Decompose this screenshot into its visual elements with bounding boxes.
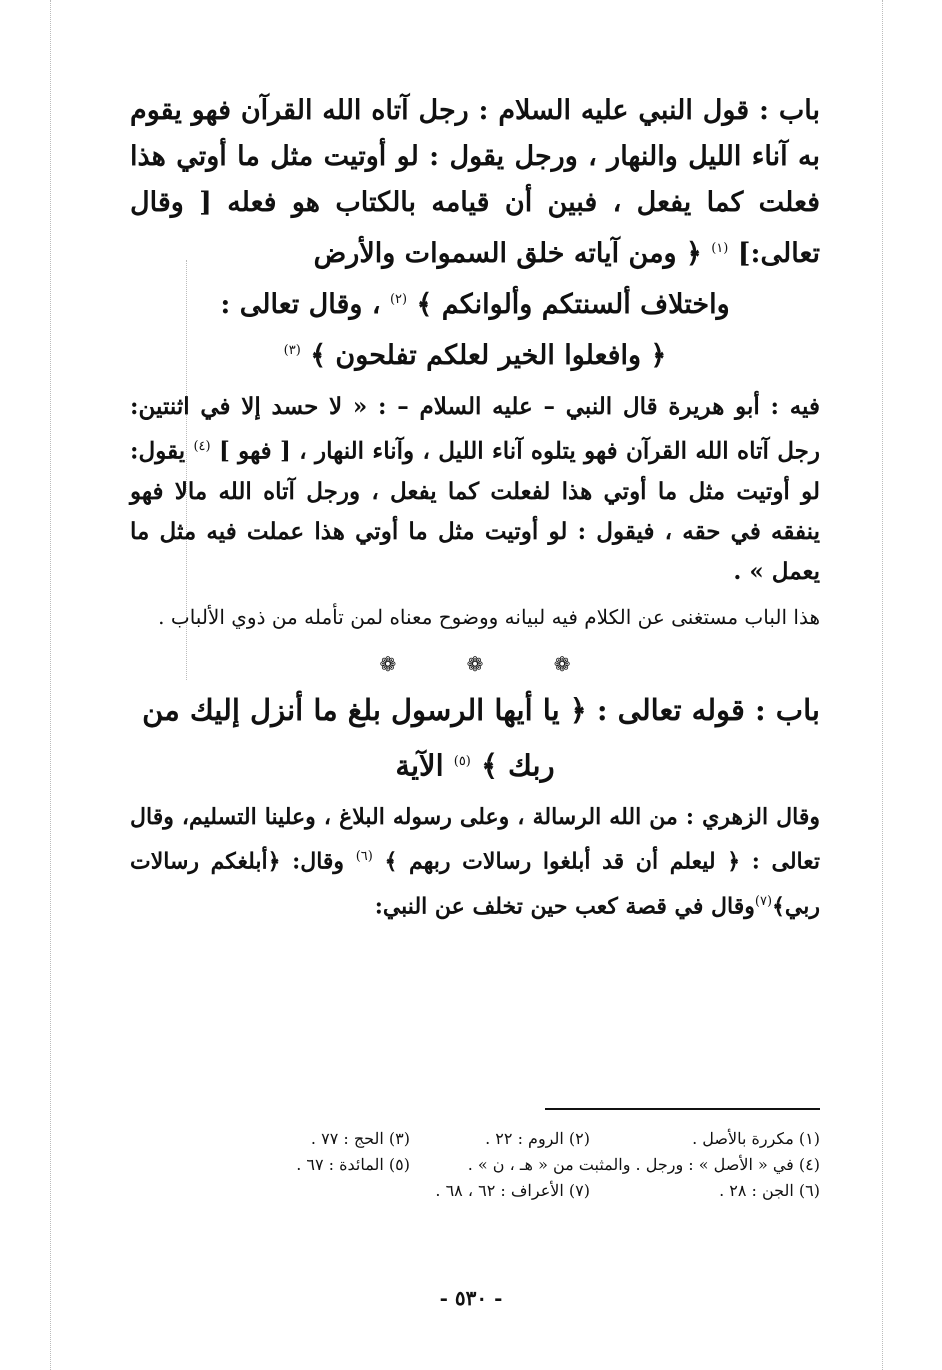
footnote-5: (٥) المائدة : ٦٧ . <box>296 1155 410 1174</box>
hadith-paragraph <box>130 387 820 592</box>
connector-text: ، وقال تعالى : <box>220 289 390 320</box>
section2-body-part2: وقال: ﴿أبلغكم رسالات ربي﴾ <box>130 848 820 919</box>
section2-heading-line2-verse: ربك ﴾ <box>470 748 555 783</box>
footnote-6: (٦) الجن : ٢٨ . <box>719 1181 820 1200</box>
scan-edge-left <box>50 0 51 1370</box>
section2-body <box>130 797 820 926</box>
footnote-ref-3: (٣) <box>283 343 301 358</box>
footnote-row-2 <box>150 1152 820 1178</box>
section1-heading <box>130 88 820 379</box>
footnote-ref-4: (٤) <box>193 439 211 454</box>
footnote-row-1 <box>150 1126 820 1152</box>
footnote-ref-7: (٧) <box>754 893 773 909</box>
section-divider <box>130 652 820 676</box>
verse-2: ﴿ وافعلوا الخير لعلكم تفلحون ﴾ <box>300 340 667 371</box>
footnote-4: (٤) في « الأصل » : ورجل . والمثبت من « هـ ، ن » . <box>467 1155 820 1174</box>
commentary-paragraph: هذا الباب مستغنى عن الكلام فيه لبيانه ووضوح معناه لمن تأمله من ذوي الألباب . <box>158 604 820 629</box>
star-ornament-icon: ❁ <box>466 651 484 676</box>
section2-body-part1: وقال الزهري : من الله الرسالة ، وعلى رسوله البلاغ ، وعلينا التسليم، وقال تعالى : ﴿ ليعلم أن قد أبلغوا رسالات ربهم ﴾ <box>130 804 820 875</box>
page-body <box>130 88 820 926</box>
star-ornament-icon: ❁ <box>379 651 397 676</box>
verse-2-line <box>130 328 820 379</box>
footnote-ref-2: (٢) <box>389 292 408 307</box>
section1-heading-text: باب : قول النبي عليه السلام : رجل آتاه الله القرآن فهو يقوم به آناء الليل والنهار ، ورجل يقول : لو أوتيت مثل ما أوتي هذا فعلت كما يفعل ، فبين أن قيامه بالكتاب هو فعله [ وقال تعالى:] <box>130 95 820 269</box>
footnote-ref-1: (١) <box>711 241 729 256</box>
footnote-separator <box>545 1108 820 1110</box>
hadith-part-2: يقول: لو أوتيت مثل ما أوتي هذا لفعلت كما يفعل ، ورجل آتاه الله مالا فهو ينفقه في حقه ، فيقول : لو أوتيت مثل ما أوتي هذا عملت فيه مثل ما يعمل » . <box>130 437 820 585</box>
footnote-1: (١) مكررة بالأصل . <box>692 1129 820 1148</box>
hadith-part-1: فيه : أبو هريرة قال النبي – عليه السلام – : « لا حسد إلا في اثنتين: رجل آتاه الله القرآن فهو يتلوه آناء الليل ، وآناء النهار ، [ فهو ] <box>130 393 820 465</box>
verse-1: ﴿ ومن آياته خلق السموات والأرض <box>313 238 712 269</box>
section2-heading-line2 <box>130 736 820 792</box>
footnote-2: (٢) الروم : ٢٢ . <box>485 1129 590 1148</box>
scan-edge-right <box>882 0 883 1370</box>
section2-heading-line2-ayah: الآية <box>395 748 454 783</box>
verse-1-continuation: واختلاف ألسنتكم وألوانكم ﴾ <box>407 289 730 320</box>
footnote-row-3 <box>150 1178 820 1204</box>
footnote-7: (٧) الأعراف : ٦٢ ، ٦٨ . <box>435 1181 590 1200</box>
section2-heading <box>130 684 820 792</box>
footnote-ref-6: (٦) <box>355 849 373 865</box>
section2-body-part3: وقال في قصة كعب حين تخلف عن النبي: <box>374 892 755 919</box>
verse-1-line2 <box>130 277 820 328</box>
footnote-ref-5: (٥) <box>453 753 471 769</box>
footnotes <box>150 1126 820 1204</box>
section2-heading-line1: باب : قوله تعالى : ﴿ يا أيها الرسول بلغ ما أنزل إليك من <box>142 692 820 727</box>
page-number: - ٥٣٠ - <box>439 1286 503 1310</box>
star-ornament-icon: ❁ <box>553 651 571 676</box>
footnote-3: (٣) الحج : ٧٧ . <box>310 1129 410 1148</box>
